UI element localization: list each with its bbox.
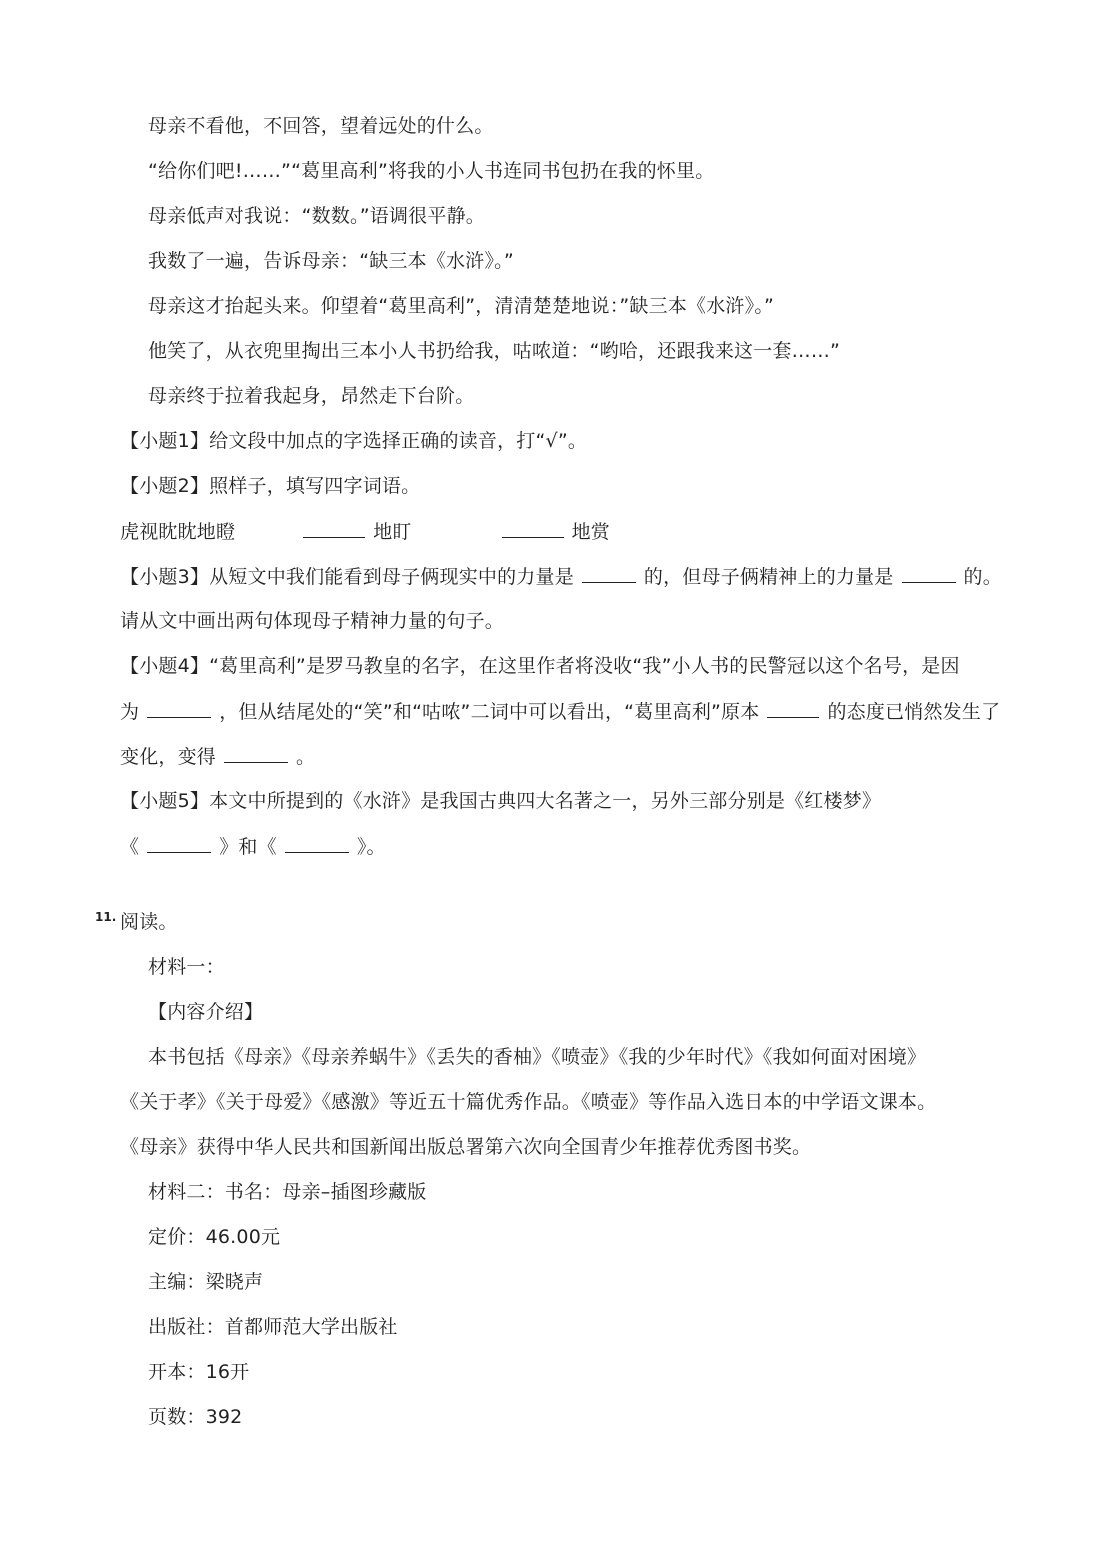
- q3-text-a: 【小题3】从短文中我们能看到母子俩现实中的力量是: [120, 566, 574, 588]
- q4-text-c: 的态度已悄然发生了: [827, 701, 1001, 723]
- q3-text-b: 的，但母子俩精神上的力量是: [643, 566, 894, 588]
- question-1: 【小题1】给文段中加点的字选择正确的读音，打“√”。: [120, 430, 588, 452]
- intro-heading: 【内容介绍】: [148, 1001, 264, 1023]
- q4-text-e: 。: [296, 746, 316, 768]
- q2-item-1: 地盯: [373, 521, 412, 543]
- question-4-line-3: [120, 744, 315, 769]
- q3-blank-2[interactable]: [902, 564, 956, 583]
- q5-text-b: 》和《: [219, 836, 277, 858]
- question-5-line-2: [120, 834, 386, 859]
- q2-example: 虎视眈眈地瞪: [120, 521, 236, 543]
- book-editor: 主编：梁晓声: [148, 1271, 264, 1293]
- intro-line-3: 《母亲》获得中华人民共和国新闻出版总署第六次向全国青少年推荐优秀图书奖。: [120, 1136, 812, 1158]
- q5-text-a: 《: [120, 836, 140, 858]
- book-price: 定价：46.00元: [148, 1226, 281, 1248]
- q11-title: 阅读。: [120, 911, 178, 933]
- q2-item-2: 地赏: [571, 521, 611, 543]
- question-4-line-2: [120, 699, 1000, 724]
- passage-line-4: 我数了一遍，告诉母亲：“缺三本《水浒》。”: [148, 250, 514, 272]
- question-2: 【小题2】照样子，填写四字词语。: [120, 475, 421, 497]
- passage-line-7: 母亲终于拉着我起身，昂然走下台阶。: [148, 385, 475, 407]
- passage-line-5: 母亲这才抬起头来。仰望着“葛里高利”，清清楚楚地说：”缺三本《水浒》。”: [148, 295, 775, 317]
- q2-blank-1[interactable]: [303, 519, 365, 538]
- q4-blank-3[interactable]: [224, 744, 288, 763]
- q4-text-d: 变化，变得: [120, 746, 217, 768]
- intro-line-2: 《关于孝》《关于母爱》《感激》等近五十篇优秀作品。《喷壶》等作品入选日本的中学语文课本。: [120, 1091, 937, 1113]
- q4-blank-2[interactable]: [767, 699, 819, 718]
- material-1-label: 材料一：: [148, 956, 225, 978]
- question-3-line-2: 请从文中画出两句体现母子精神力量的句子。: [120, 610, 505, 632]
- q4-text-a: 为: [120, 701, 140, 723]
- book-publisher: 出版社：首都师范大学出版社: [148, 1316, 398, 1338]
- passage-line-6: 他笑了，从衣兜里掏出三本小人书扔给我，咕哝道：“哟哈，还跟我来这一套……”: [148, 340, 841, 362]
- book-format: 开本：16开: [148, 1361, 250, 1383]
- q3-text-c: 的。: [963, 566, 1002, 588]
- q5-blank-2[interactable]: [285, 834, 349, 853]
- q4-blank-1[interactable]: [147, 699, 211, 718]
- question-3: [120, 564, 1002, 589]
- question-4: 【小题4】“葛里高利”是罗马教皇的名字，在这里作者将没收“我”小人书的民警冠以这个名号，是因: [120, 655, 960, 677]
- passage-line-1: 母亲不看他，不回答，望着远处的什么。: [148, 115, 494, 137]
- q4-text-b: ，但从结尾处的“笑”和“咕哝”二词中可以看出，“葛里高利”原本: [219, 701, 760, 723]
- passage-line-3: 母亲低声对我说：“数数。”语调很平静。: [148, 205, 485, 227]
- book-pages: 页数：392: [148, 1406, 243, 1428]
- question-5: 【小题5】本文中所提到的《水浒》是我国古典四大名著之一，另外三部分别是《红楼梦》: [120, 790, 882, 812]
- q5-blank-1[interactable]: [147, 834, 211, 853]
- intro-line-1: 本书包括《母亲》《母亲养蜗牛》《丢失的香柚》《喷壶》《我的少年时代》《我如何面对困境》: [148, 1046, 927, 1068]
- q5-text-c: 》。: [356, 836, 386, 858]
- question-number-11: 11.: [95, 910, 117, 924]
- question-2-answers: [120, 519, 610, 544]
- q3-blank-1[interactable]: [582, 564, 636, 583]
- material-2-title: 材料二：书名：母亲–插图珍藏版: [148, 1181, 427, 1203]
- passage-line-2: “给你们吧!……”“葛里高利”将我的小人书连同书包扔在我的怀里。: [148, 160, 715, 182]
- q2-blank-2[interactable]: [502, 519, 564, 538]
